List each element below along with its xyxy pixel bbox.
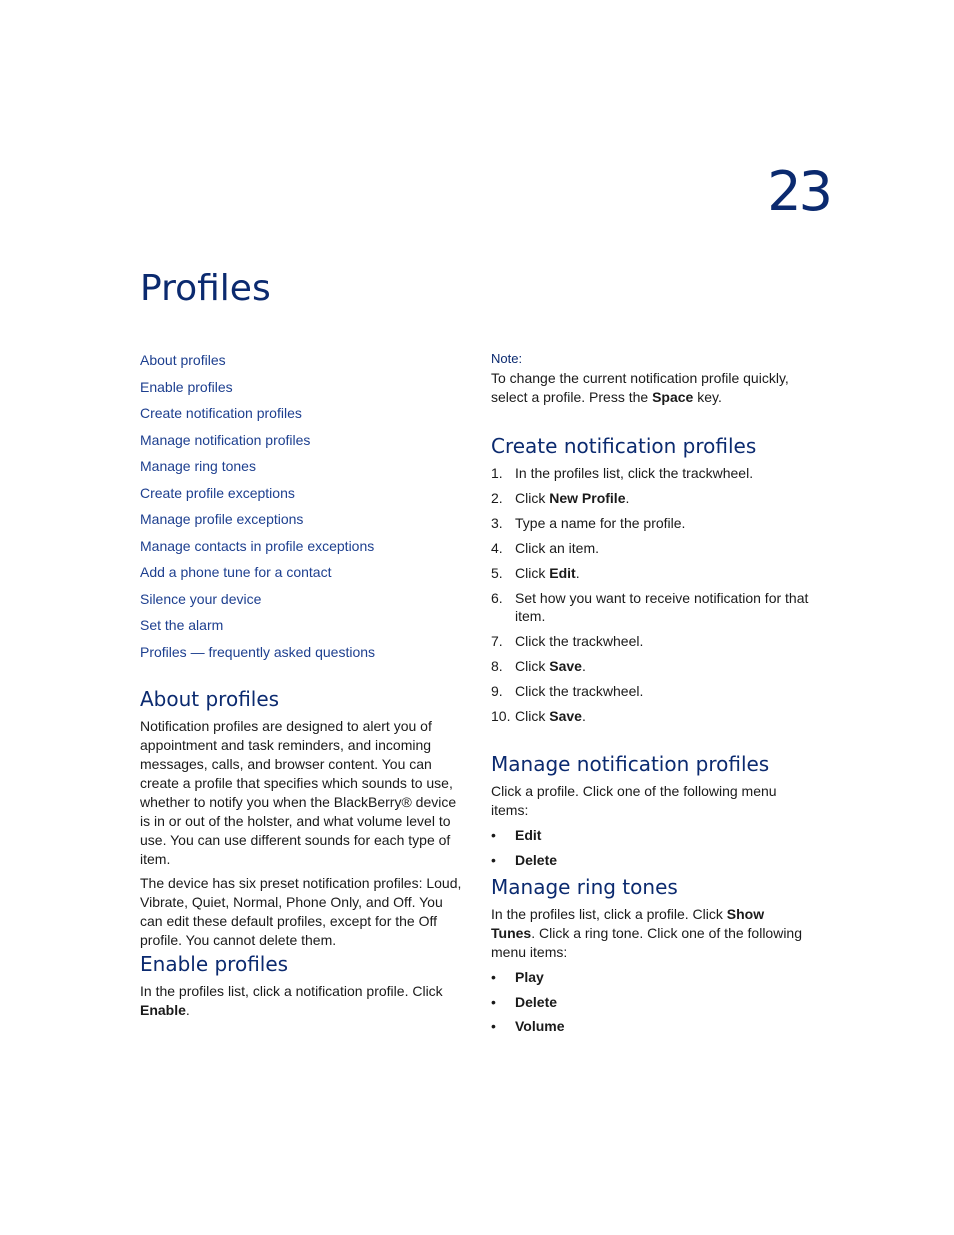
list-item: 4. Click an item. — [491, 540, 600, 556]
enable-profiles-text: In the profiles list, click a notification profile. Click Enable. — [140, 983, 443, 1018]
list-item: 5. Click Edit. — [491, 565, 580, 581]
enable-profiles-heading: Enable profiles — [140, 952, 289, 976]
about-profiles-paragraph-2: The device has six preset notification profiles: Loud, Vibrate, Quiet, Normal, Phone Only, and Off. You can edit these default profiles, except for the Off profile. You cannot delete them. — [140, 875, 462, 948]
note-text: To change the current notification profile quickly, select a profile. Press the Space key. — [491, 370, 789, 405]
note-box — [491, 351, 811, 412]
toc-link-manage-contacts[interactable]: Manage contacts in profile exceptions — [140, 537, 375, 554]
create-profiles-section — [491, 434, 811, 732]
show-tunes-keyword: Show Tunes — [491, 906, 765, 941]
chapter-number: 23 — [767, 160, 830, 223]
ring-tones-heading: Manage ring tones — [491, 875, 678, 899]
list-item: 9. Click the trackwheel. — [491, 683, 644, 699]
about-profiles-paragraph-1: Notification profiles are designed to alert you of appointment and task reminders, and incoming messages, calls, and browser content. You can create a profile that specifies which sounds to use, whether to notify you when the BlackBerry® device is in or out of the holster, and what volume level to use. You can use different sounds for each type of item. — [140, 718, 457, 867]
enable-keyword: Enable — [140, 1002, 186, 1018]
manage-profiles-heading: Manage notification profiles — [491, 752, 770, 776]
toc-link-manage-notification-profiles[interactable]: Manage notification profiles — [140, 431, 311, 448]
list-item: 6. Set how you want to receive notification for that item. — [491, 590, 809, 624]
create-steps-list — [491, 464, 811, 725]
toc-link-manage-ring-tones[interactable]: Manage ring tones — [140, 458, 256, 474]
toc-link-enable-profiles[interactable]: Enable profiles — [140, 378, 233, 395]
toc-link-manage-profile-exceptions[interactable]: Manage profile exceptions — [140, 511, 304, 527]
list-item: • Volume — [491, 1018, 565, 1034]
ring-tones-text: In the profiles list, click a profile. Click Show Tunes. Click a ring tone. Click one of the following menu items: — [491, 906, 803, 960]
enable-profiles-section — [140, 952, 462, 1025]
toc-link-faq[interactable]: Profiles — frequently asked questions — [140, 643, 376, 660]
manage-profiles-section — [491, 752, 811, 875]
toc-link-create-notification-profiles[interactable]: Create notification profiles — [140, 405, 302, 421]
list-item: • Delete — [491, 851, 558, 868]
toc-link-about-profiles[interactable]: About profiles — [140, 352, 226, 368]
list-item: 7. Click the trackwheel. — [491, 633, 644, 649]
toc-link-set-alarm[interactable]: Set the alarm — [140, 617, 224, 633]
note-label: Note: — [491, 351, 523, 366]
list-item: 3. Type a name for the profile. — [491, 515, 686, 531]
about-profiles-heading: About profiles — [140, 687, 280, 711]
toc-link-create-profile-exceptions[interactable]: Create profile exceptions — [140, 484, 295, 501]
list-item: 10. Click Save. — [491, 708, 586, 724]
toc-link-add-phone-tune[interactable]: Add a phone tune for a contact — [140, 564, 332, 580]
create-profiles-heading: Create notification profiles — [491, 434, 757, 458]
list-item: 2. Click New Profile. — [491, 490, 630, 506]
ring-tones-section — [491, 875, 811, 1042]
list-item: 1. In the profiles list, click the trackwheel. — [491, 465, 754, 481]
ring-menu-items — [491, 968, 811, 1035]
toc-link-silence-device[interactable]: Silence your device — [140, 590, 262, 607]
manage-menu-items — [491, 826, 811, 869]
about-profiles-section — [140, 687, 462, 955]
list-item: • Delete — [491, 993, 558, 1010]
list-item: • Edit — [491, 827, 542, 843]
list-item: 8. Click Save. — [491, 658, 586, 674]
list-item: • Play — [491, 969, 544, 985]
page-title: Profiles — [140, 268, 271, 309]
table-of-contents — [140, 351, 480, 669]
manage-profiles-text: Click a profile. Click one of the following menu items: — [491, 783, 777, 818]
space-key: Space — [652, 389, 694, 405]
